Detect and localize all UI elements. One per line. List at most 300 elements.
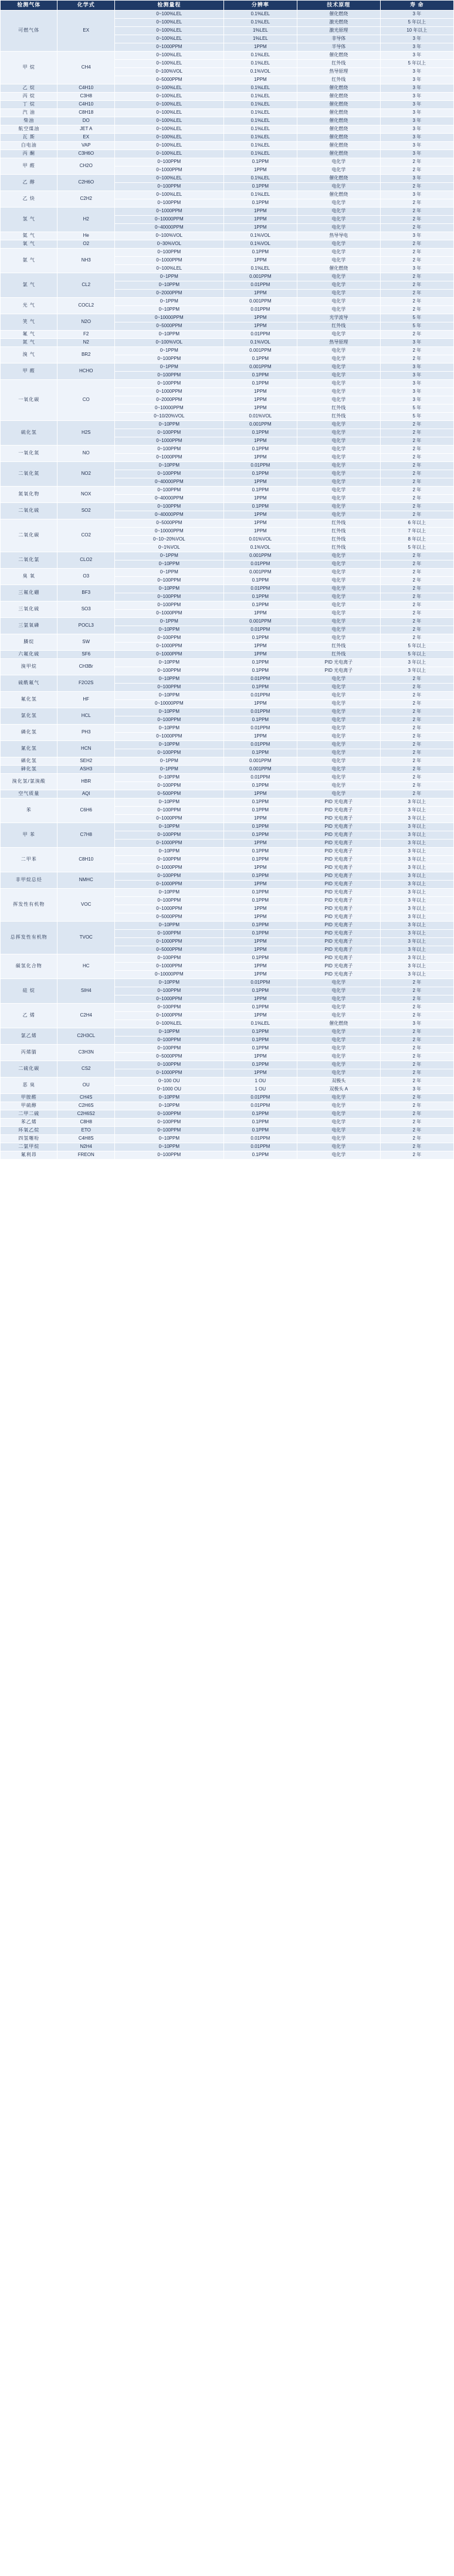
cell-gas-name: 总挥发性有机物	[1, 922, 57, 954]
cell-resolution: 1PPM	[223, 905, 297, 913]
cell-technology: 电化学	[297, 429, 381, 437]
cell-range: 0~10PPM	[114, 708, 223, 716]
table-row	[1, 1094, 454, 1102]
cell-resolution: 1 OU	[223, 1086, 297, 1094]
cell-technology: 催化燃烧	[297, 1020, 381, 1028]
cell-resolution: 1PPM	[223, 938, 297, 946]
cell-resolution: 0.1PPM	[223, 930, 297, 938]
cell-range: 0~100PPM	[114, 954, 223, 963]
cell-formula: C2H6S2	[57, 1110, 114, 1119]
cell-technology: 激光原理	[297, 27, 381, 35]
cell-formula: PH3	[57, 725, 114, 741]
cell-resolution: 1PPM	[223, 971, 297, 979]
cell-gas-name: 氟利昂	[1, 1151, 57, 1160]
cell-technology: 电化学	[297, 166, 381, 175]
table-row	[1, 191, 454, 199]
cell-formula: N2H4	[57, 1143, 114, 1151]
cell-technology: 催化燃烧	[297, 191, 381, 199]
cell-technology: 电化学	[297, 618, 381, 626]
cell-lifetime: 3 年	[380, 93, 453, 101]
cell-lifetime: 3 年	[380, 125, 453, 134]
table-row	[1, 52, 454, 60]
cell-lifetime: 2 年	[380, 470, 453, 478]
cell-technology: 电化学	[297, 454, 381, 462]
table-row	[1, 503, 454, 511]
cell-range: 0~100%LEL	[114, 35, 223, 43]
table-row	[1, 823, 454, 831]
cell-range: 0~100%VOL	[114, 339, 223, 347]
cell-lifetime: 3 年	[380, 11, 453, 19]
cell-range: 0~100PPM	[114, 577, 223, 585]
cell-lifetime: 2 年	[380, 987, 453, 995]
table-row	[1, 601, 454, 610]
cell-range: 0~1000PPM	[114, 840, 223, 848]
cell-resolution: 0.1%LEL	[223, 19, 297, 27]
cell-technology: PID 光电离子	[297, 659, 381, 667]
header-technology: 技术原理	[297, 1, 381, 11]
cell-lifetime: 2 年	[380, 601, 453, 610]
cell-resolution: 0.1%LEL	[223, 60, 297, 68]
cell-formula: CH3Br	[57, 659, 114, 675]
cell-resolution: 0.1%LEL	[223, 101, 297, 109]
cell-lifetime: 2 年	[380, 593, 453, 601]
cell-range: 0~1000PPM	[114, 815, 223, 823]
cell-resolution: 1PPM	[223, 963, 297, 971]
table-row	[1, 446, 454, 454]
table-row	[1, 954, 454, 963]
cell-resolution: 0.1PPM	[223, 831, 297, 840]
cell-lifetime: 3 年以上	[380, 897, 453, 905]
cell-lifetime: 2 年	[380, 1028, 453, 1036]
cell-technology: 电化学	[297, 298, 381, 306]
cell-range: 0~1000PPM	[114, 208, 223, 216]
cell-lifetime: 3 年以上	[380, 922, 453, 930]
cell-range: 0~10PPM	[114, 585, 223, 593]
cell-range: 0~1000PPM	[114, 938, 223, 946]
table-row	[1, 175, 454, 183]
table-row	[1, 11, 454, 19]
cell-lifetime: 2 年	[380, 1110, 453, 1119]
cell-lifetime: 2 年	[380, 306, 453, 314]
cell-lifetime: 3 年	[380, 101, 453, 109]
cell-gas-name: 砷化氢	[1, 766, 57, 774]
cell-range: 0~1000PPM	[114, 1012, 223, 1020]
cell-technology: PID 光电离子	[297, 922, 381, 930]
table-row	[1, 757, 454, 766]
cell-lifetime: 3 年	[380, 380, 453, 388]
cell-gas-name: 氢 气	[1, 208, 57, 232]
cell-gas-name: 环氧乙烷	[1, 1127, 57, 1135]
cell-range: 0~10PPM	[114, 421, 223, 429]
cell-resolution: 0.1PPM	[223, 634, 297, 643]
cell-technology: 电化学	[297, 380, 381, 388]
table-row	[1, 1004, 454, 1012]
cell-resolution: 0.1PPM	[223, 749, 297, 757]
cell-lifetime: 2 年	[380, 733, 453, 741]
table-row	[1, 142, 454, 150]
cell-resolution: 0.01PPM	[223, 306, 297, 314]
cell-range: 0~100%LEL	[114, 175, 223, 183]
cell-range: 0~100%LEL	[114, 60, 223, 68]
cell-resolution: 0.1PPM	[223, 446, 297, 454]
cell-technology: 催化燃烧	[297, 52, 381, 60]
cell-technology: 催化燃烧	[297, 134, 381, 142]
cell-technology: 红外线	[297, 528, 381, 536]
cell-lifetime: 2 年	[380, 1036, 453, 1045]
cell-technology: PID 光电离子	[297, 807, 381, 815]
cell-resolution: 0.1PPM	[223, 1151, 297, 1160]
cell-technology: PID 光电离子	[297, 848, 381, 856]
header-gas: 检测气体	[1, 1, 57, 11]
cell-gas-name: 溴 气	[1, 347, 57, 363]
cell-gas-name: 可燃气体	[1, 11, 57, 52]
cell-technology: 电化学	[297, 273, 381, 281]
cell-resolution: 1PPM	[223, 651, 297, 659]
cell-resolution: 0.1%VOL	[223, 240, 297, 249]
cell-lifetime: 10 年以上	[380, 27, 453, 35]
cell-gas-name: 丙 酮	[1, 150, 57, 158]
cell-lifetime: 3 年	[380, 150, 453, 158]
cell-formula: CS2	[57, 1061, 114, 1078]
table-row	[1, 134, 454, 142]
cell-range: 0~100%LEL	[114, 191, 223, 199]
cell-technology: 电化学	[297, 240, 381, 249]
table-row	[1, 101, 454, 109]
cell-technology: 电化学	[297, 1151, 381, 1160]
table-row	[1, 1127, 454, 1135]
cell-lifetime: 2 年	[380, 495, 453, 503]
cell-range: 0~1000PPM	[114, 437, 223, 446]
cell-formula: C3H6O	[57, 150, 114, 158]
cell-gas-name: 苯	[1, 798, 57, 823]
cell-gas-name: 氟化氢	[1, 692, 57, 708]
cell-lifetime: 2 年	[380, 782, 453, 790]
cell-formula: C7H8	[57, 823, 114, 848]
cell-gas-name: 二氧化碳	[1, 519, 57, 552]
cell-formula: C3H3N	[57, 1045, 114, 1061]
cell-resolution: 0.1PPM	[223, 1028, 297, 1036]
cell-formula: ETO	[57, 1127, 114, 1135]
cell-lifetime: 3 年	[380, 372, 453, 380]
cell-gas-name: 氟 气	[1, 331, 57, 339]
cell-range: 0~100PPM	[114, 930, 223, 938]
cell-lifetime: 2 年	[380, 1135, 453, 1143]
cell-lifetime: 3 年以上	[380, 872, 453, 881]
cell-technology: 电化学	[297, 306, 381, 314]
cell-gas-name: 氦 气	[1, 232, 57, 240]
cell-lifetime: 2 年	[380, 208, 453, 216]
cell-gas-name: 甲胺醛	[1, 1094, 57, 1102]
cell-formula: NOX	[57, 487, 114, 503]
cell-resolution: 0.1PPM	[223, 355, 297, 363]
cell-resolution: 0.01PPM	[223, 462, 297, 470]
cell-range: 0~100PPM	[114, 1061, 223, 1069]
cell-range: 0~10PPM	[114, 725, 223, 733]
cell-range: 0~1000 OU	[114, 1086, 223, 1094]
table-row	[1, 659, 454, 667]
cell-lifetime: 2 年	[380, 347, 453, 355]
cell-lifetime: 3 年	[380, 1086, 453, 1094]
cell-lifetime: 2 年	[380, 273, 453, 281]
cell-technology: 电化学	[297, 749, 381, 757]
cell-lifetime: 2 年	[380, 249, 453, 257]
cell-technology: 催化燃烧	[297, 150, 381, 158]
cell-resolution: 0.01PPM	[223, 741, 297, 749]
cell-lifetime: 2 年	[380, 487, 453, 495]
cell-range: 0~100PPM	[114, 856, 223, 864]
cell-lifetime: 3 年以上	[380, 815, 453, 823]
cell-resolution: 0.1PPM	[223, 577, 297, 585]
table-row	[1, 1061, 454, 1069]
table-row	[1, 798, 454, 807]
cell-range: 0~100%LEL	[114, 150, 223, 158]
cell-technology: 电化学	[297, 421, 381, 429]
cell-technology: 热导原理	[297, 68, 381, 76]
cell-lifetime: 2 年	[380, 1078, 453, 1086]
cell-technology: 电化学	[297, 503, 381, 511]
cell-range: 0~100%LEL	[114, 265, 223, 273]
cell-range: 0~10PPM	[114, 331, 223, 339]
cell-technology: 电化学	[297, 224, 381, 232]
cell-lifetime: 3 年以上	[380, 963, 453, 971]
cell-technology: PID 光电离子	[297, 840, 381, 848]
cell-range: 0~10/20%VOL	[114, 413, 223, 421]
cell-technology: 电化学	[297, 675, 381, 684]
cell-range: 0~100PPM	[114, 782, 223, 790]
cell-resolution: 1PPM	[223, 864, 297, 872]
table-row	[1, 741, 454, 749]
cell-lifetime: 3 年	[380, 52, 453, 60]
cell-range: 0~10PPM	[114, 774, 223, 782]
cell-technology: 红外线	[297, 322, 381, 331]
cell-lifetime: 2 年	[380, 462, 453, 470]
cell-gas-name: 氯 气	[1, 273, 57, 298]
cell-range: 0~100PPM	[114, 1045, 223, 1053]
cell-technology: 电化学	[297, 1135, 381, 1143]
cell-resolution: 0.01PPM	[223, 1102, 297, 1110]
cell-resolution: 1PPM	[223, 495, 297, 503]
cell-lifetime: 3 年	[380, 109, 453, 117]
table-row	[1, 618, 454, 626]
cell-lifetime: 2 年	[380, 1069, 453, 1078]
table-header-row	[1, 1, 454, 11]
cell-range: 0~100PPM	[114, 749, 223, 757]
cell-formula: HBR	[57, 774, 114, 790]
cell-resolution: 0.001PPM	[223, 618, 297, 626]
cell-technology: 电化学	[297, 1127, 381, 1135]
cell-range: 0~100PPM	[114, 1151, 223, 1160]
cell-technology: PID 光电离子	[297, 889, 381, 897]
cell-resolution: 0.1%LEL	[223, 265, 297, 273]
cell-gas-name: 乙 烷	[1, 84, 57, 93]
cell-formula: CLO2	[57, 552, 114, 569]
cell-lifetime: 3 年	[380, 134, 453, 142]
cell-lifetime: 5 年	[380, 322, 453, 331]
cell-technology: PID 光电离子	[297, 831, 381, 840]
cell-resolution: 0.1PPM	[223, 183, 297, 191]
table-row	[1, 273, 454, 281]
cell-lifetime: 2 年	[380, 257, 453, 265]
table-row	[1, 519, 454, 528]
cell-lifetime: 3 年以上	[380, 938, 453, 946]
cell-technology: 催化燃烧	[297, 117, 381, 125]
cell-lifetime: 3 年	[380, 43, 453, 52]
cell-technology: 电化学	[297, 552, 381, 560]
cell-resolution: 1PPM	[223, 388, 297, 396]
cell-technology: 电化学	[297, 725, 381, 733]
cell-formula: CH4S	[57, 1094, 114, 1102]
cell-formula: HCHO	[57, 363, 114, 380]
cell-formula: CO	[57, 380, 114, 421]
cell-technology: 电化学	[297, 774, 381, 782]
cell-lifetime: 3 年以上	[380, 971, 453, 979]
cell-lifetime: 2 年	[380, 634, 453, 643]
cell-resolution: 0.1PPM	[223, 987, 297, 995]
gas-detection-spec-sheet	[0, 0, 454, 1160]
cell-lifetime: 3 年	[380, 339, 453, 347]
cell-range: 0~1PPM	[114, 569, 223, 577]
cell-gas-name: 丙 烷	[1, 93, 57, 101]
cell-gas-name: 一氧化氮	[1, 446, 57, 462]
cell-resolution: 0.01PPM	[223, 585, 297, 593]
cell-resolution: 0.1PPM	[223, 782, 297, 790]
cell-lifetime: 3 年以上	[380, 930, 453, 938]
cell-range: 0~100PPM	[114, 601, 223, 610]
cell-gas-name: 一氧化碳	[1, 380, 57, 421]
cell-resolution: 0.001PPM	[223, 569, 297, 577]
cell-technology: 催化燃烧	[297, 142, 381, 150]
cell-lifetime: 2 年	[380, 1094, 453, 1102]
cell-technology: 电化学	[297, 1061, 381, 1069]
cell-lifetime: 2 年	[380, 1143, 453, 1151]
cell-lifetime: 7 年以上	[380, 528, 453, 536]
cell-gas-name: 柴油	[1, 117, 57, 125]
cell-lifetime: 2 年	[380, 503, 453, 511]
cell-resolution: 1PPM	[223, 881, 297, 889]
cell-formula: C8H8	[57, 1119, 114, 1127]
cell-resolution: 1PPM	[223, 946, 297, 954]
cell-resolution: 0.1%LEL	[223, 134, 297, 142]
cell-formula: ASH3	[57, 766, 114, 774]
cell-lifetime: 5 年以上	[380, 643, 453, 651]
table-row	[1, 848, 454, 856]
cell-resolution: 1PPM	[223, 995, 297, 1004]
cell-technology: 电化学	[297, 478, 381, 487]
cell-resolution: 0.1PPM	[223, 372, 297, 380]
cell-technology: 电化学	[297, 1110, 381, 1119]
cell-technology: PID 光电离子	[297, 798, 381, 807]
cell-technology: 电化学	[297, 437, 381, 446]
cell-resolution: 0.1%LEL	[223, 11, 297, 19]
cell-range: 0~1000PPM	[114, 995, 223, 1004]
cell-range: 0~1PPM	[114, 757, 223, 766]
cell-formula: HCN	[57, 741, 114, 757]
cell-technology: 电化学	[297, 634, 381, 643]
cell-gas-name: 航空煤油	[1, 125, 57, 134]
cell-formula: C2H6O	[57, 175, 114, 191]
cell-gas-name: 氧 气	[1, 240, 57, 249]
cell-resolution: 0.1PPM	[223, 1119, 297, 1127]
cell-technology: PID 光电离子	[297, 815, 381, 823]
cell-range: 0~10PPM	[114, 741, 223, 749]
cell-resolution: 1PPM	[223, 76, 297, 84]
cell-technology: 电化学	[297, 987, 381, 995]
cell-gas-name: 二硫化碳	[1, 1061, 57, 1078]
cell-technology: 电化学	[297, 593, 381, 601]
cell-technology: 热导导电	[297, 232, 381, 240]
cell-resolution: 0.1%VOL	[223, 544, 297, 552]
cell-formula: C2H3CL	[57, 1028, 114, 1045]
cell-range: 0~10PPM	[114, 306, 223, 314]
cell-range: 0~10PPM	[114, 798, 223, 807]
cell-resolution: 1PPM	[223, 396, 297, 405]
cell-lifetime: 3 年	[380, 35, 453, 43]
cell-technology: PID 光电离子	[297, 913, 381, 922]
cell-lifetime: 2 年	[380, 577, 453, 585]
cell-lifetime: 8 年以上	[380, 536, 453, 544]
cell-resolution: 1PPM	[223, 437, 297, 446]
cell-gas-name: 磷化氢	[1, 725, 57, 741]
cell-lifetime: 3 年	[380, 265, 453, 273]
cell-technology: 电化学	[297, 741, 381, 749]
cell-range: 0~100PPM	[114, 1110, 223, 1119]
cell-technology: 双极头	[297, 1078, 381, 1086]
cell-resolution: 0.1%LEL	[223, 1020, 297, 1028]
cell-technology: 电化学	[297, 601, 381, 610]
cell-range: 0~500PPM	[114, 790, 223, 798]
cell-formula: CH4	[57, 52, 114, 84]
cell-range: 0~100PPM	[114, 429, 223, 437]
table-row	[1, 363, 454, 372]
table-row	[1, 922, 454, 930]
table-row	[1, 889, 454, 897]
cell-technology: 电化学	[297, 1028, 381, 1036]
cell-formula: C2H6S	[57, 1102, 114, 1110]
cell-range: 0~100PPM	[114, 634, 223, 643]
cell-range: 0~100PPM	[114, 716, 223, 725]
cell-resolution: 1PPM	[223, 322, 297, 331]
cell-range: 0~100PPM	[114, 987, 223, 995]
cell-lifetime: 3 年以上	[380, 881, 453, 889]
cell-lifetime: 2 年	[380, 478, 453, 487]
cell-technology: 电化学	[297, 487, 381, 495]
cell-technology: 电化学	[297, 560, 381, 569]
cell-technology: 催化燃烧	[297, 84, 381, 93]
cell-technology: PID 光电离子	[297, 667, 381, 675]
cell-range: 0~100%LEL	[114, 93, 223, 101]
cell-formula: TVOC	[57, 922, 114, 954]
cell-formula: EX	[57, 134, 114, 142]
cell-resolution: 1PPM	[223, 519, 297, 528]
table-row	[1, 331, 454, 339]
cell-lifetime: 2 年	[380, 454, 453, 462]
table-row	[1, 651, 454, 659]
cell-range: 0~100PPM	[114, 1036, 223, 1045]
table-row	[1, 569, 454, 577]
cell-gas-name: 丙烯腈	[1, 1045, 57, 1061]
cell-resolution: 1PPM	[223, 643, 297, 651]
cell-resolution: 0.01PPM	[223, 774, 297, 782]
cell-range: 0~100PPM	[114, 446, 223, 454]
cell-range: 0~1PPM	[114, 347, 223, 355]
cell-formula: C4H10	[57, 84, 114, 93]
table-row	[1, 675, 454, 684]
cell-technology: 红外线	[297, 60, 381, 68]
cell-technology: PID 光电离子	[297, 823, 381, 831]
cell-formula: HC	[57, 954, 114, 979]
cell-lifetime: 2 年	[380, 446, 453, 454]
cell-technology: PID 光电离子	[297, 856, 381, 864]
